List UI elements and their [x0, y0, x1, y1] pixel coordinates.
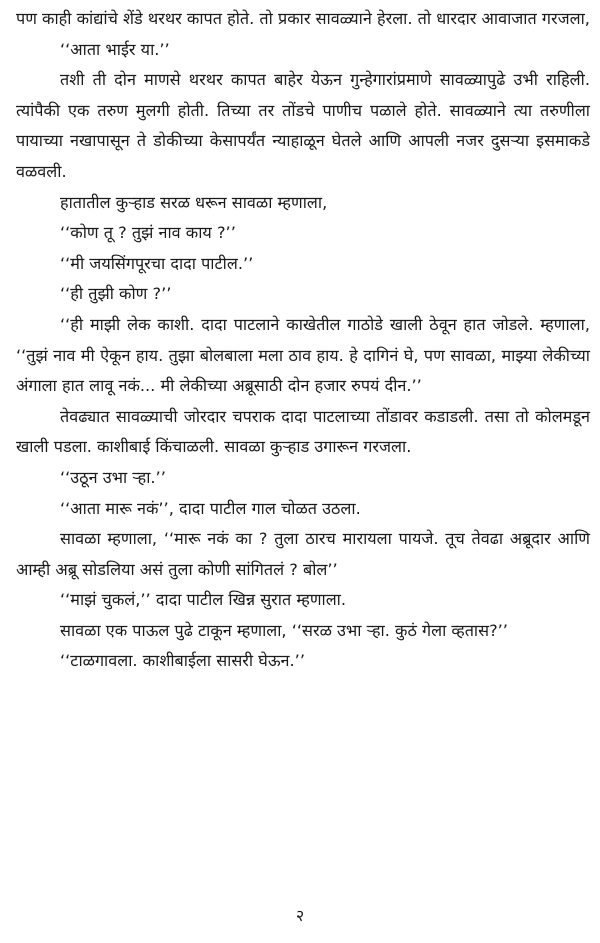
dialogue-line: ‘‘माझं चुकलं,’’ दादा पाटील खिन्न सुरात म्हणाला.: [60, 590, 347, 610]
dialogue-line: ‘‘मी जयसिंगपूरचा दादा पाटील.’’: [60, 253, 254, 273]
paragraph: तशी ती दोन माणसे थरथर कापत बाहेर येऊन गुन्हेगारांप्रमाणे सावळ्यापुढे उभी राहिली. त्यांपैकी एक तरुण मुलगी होती. तिच्या तर तोंडचे पाणीच पळाले होते. सावळ्याने त्या तरुणीला पायाच्या नखापासून ते डोकीच्या केसापर्यंत न्याहाळून घेतले आणि आपली नजर दुसऱ्या इसमाकडे वळवली.: [16, 70, 596, 181]
paragraph-continuation: पण काही कांद्यांचे शेंडे थरथर कापत होते. तो प्रकार सावळ्याने हेरला. तो धारदार आवाजात गरजला,: [16, 9, 590, 28]
dialogue-line: ‘‘उठून उभा ऱ्हा.’’: [60, 467, 166, 487]
paragraph: हातातील कुऱ्हाड सरळ धरून सावळा म्हणाला,: [60, 192, 328, 212]
page-number: २: [295, 906, 305, 925]
dialogue-line: ‘‘टाळगावला. काशीबाईला सासरी घेऊन.’’: [60, 651, 305, 671]
dialogue-line: ‘‘आता भाईर या.’’: [60, 39, 170, 59]
paragraph: सावळा म्हणाला, ‘‘मारू नकं का ? तुला ठारच मारायला पायजे. तूच तेवढा अब्रूदार आणि आम्ही अब्रू सोडलिया असं तुला कोणी सांगितलं ? बोल’’: [16, 529, 596, 579]
paragraph: तेवढ्यात सावळ्याची जोरदार चपराक दादा पाटलाच्या तोंडावर कडाडली. तसा तो कोलमडून खाली पडला. काशीबाई किंचाळली. सावळा कुऱ्हाड उगारून गरजला.: [16, 406, 596, 457]
paragraph: सावळा एक पाऊल पुढे टाकून म्हणाला, ‘‘सरळ उभा ऱ्हा. कुठं गेला व्हतास?’’: [60, 620, 508, 640]
paragraph: ‘‘ही माझी लेक काशी. दादा पाटलाने काखेतील गाठोडे खाली ठेवून हात जोडले. म्हणाला, ‘‘तुझं नाव मी ऐकून हाय. तुझा बोलबाला मला ठाव हाय. हे दागिनं घे, पण सावळा, माझ्या लेकीच्या अंगाला हात लावू नकं... मी लेकीच्या अब्रूसाठी दोन हजार रुपयं दीन.’’: [16, 314, 596, 396]
dialogue-line: ‘‘ही तुझी कोण ?’’: [60, 284, 172, 304]
dialogue-line: ‘‘कोण तू ? तुझं नाव काय ?’’: [60, 223, 236, 243]
dialogue-line: ‘‘आता मारू नकं’’, दादा पाटील गाल चोळत उठला.: [60, 498, 361, 518]
